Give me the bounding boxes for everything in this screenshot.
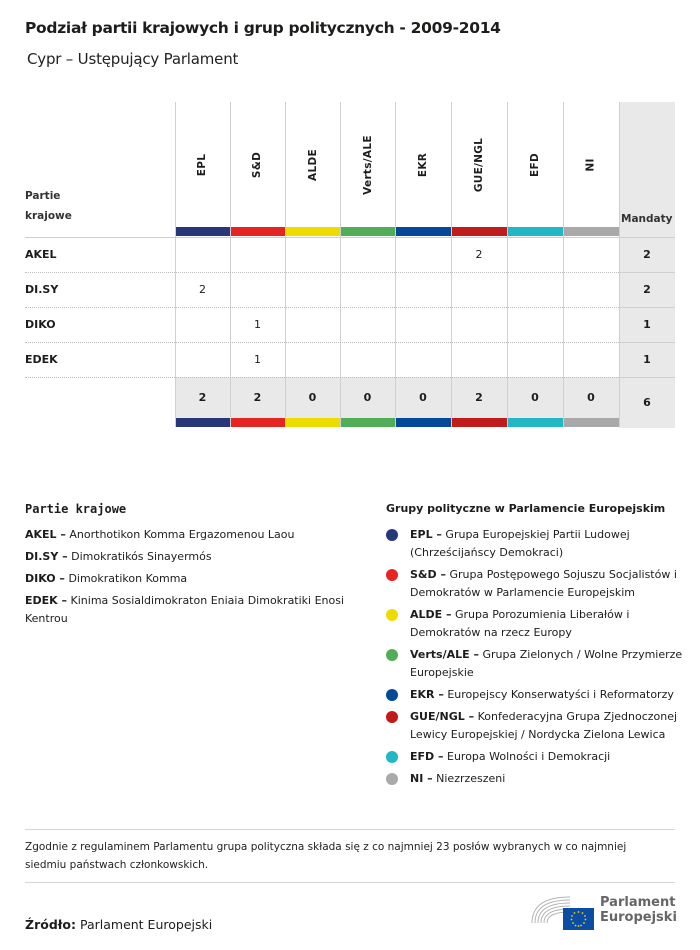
column-header-7 xyxy=(563,110,619,220)
european-parliament-logo xyxy=(530,893,680,933)
column-header-label: GUE/NGL xyxy=(472,137,485,193)
party-abbr: DIKO – xyxy=(25,572,65,585)
column-total: 2 xyxy=(198,391,207,404)
group-color-bar xyxy=(176,227,230,236)
column-header-4 xyxy=(395,110,451,220)
column-total: 0 xyxy=(308,391,317,404)
header-divider xyxy=(25,237,675,238)
row-party-label: AKEL xyxy=(25,248,57,261)
group-color-dot-icon xyxy=(386,529,398,541)
seat-distribution-table xyxy=(0,0,700,440)
national-party-legend-item xyxy=(25,570,345,588)
source-line xyxy=(25,917,212,932)
group-abbr: EPL – xyxy=(410,528,442,541)
source-value: Parlament Europejski xyxy=(79,917,213,932)
column-header-label: NI xyxy=(584,158,597,172)
row-divider xyxy=(25,342,619,343)
grand-total: 6 xyxy=(643,396,651,409)
group-color-bar xyxy=(286,418,340,427)
political-group-legend-item xyxy=(386,566,686,602)
group-color-dot-icon xyxy=(386,751,398,763)
group-color-bar xyxy=(564,227,619,236)
national-party-legend-item xyxy=(25,526,345,544)
column-divider xyxy=(619,102,620,427)
column-header-6 xyxy=(507,110,563,220)
political-groups-legend xyxy=(386,526,686,792)
group-abbr: ALDE – xyxy=(410,608,452,621)
group-color-bar xyxy=(231,418,285,427)
national-parties-heading: Partie krajowe xyxy=(25,502,127,516)
column-header-label: S&D xyxy=(251,151,264,179)
group-abbr: S&D – xyxy=(410,568,446,581)
page-title: Podział partii krajowych i grup politycznych - 2009-2014 xyxy=(25,19,501,37)
table-cell: 2 xyxy=(475,248,483,261)
row-divider xyxy=(25,307,619,308)
political-group-legend-item xyxy=(386,708,686,744)
political-group-legend-item xyxy=(386,770,686,788)
column-total: 0 xyxy=(419,391,427,404)
column-header-label: ALDE xyxy=(306,149,319,181)
logo-text xyxy=(600,895,677,925)
column-total: 0 xyxy=(363,391,372,404)
row-party-label: EDEK xyxy=(25,353,58,366)
party-abbr: AKEL – xyxy=(25,528,66,541)
total-column-background xyxy=(619,102,675,428)
column-total: 0 xyxy=(531,391,539,404)
group-color-bar xyxy=(564,418,619,427)
political-group-legend-item xyxy=(386,686,686,704)
group-color-bar xyxy=(341,227,395,236)
group-name: Grupa Postępowego Sojuszu Socjalistów i Demokratów w Parlamencie Europejskim xyxy=(410,568,677,599)
political-groups-heading: Grupy polityczne w Parlamencie Europejskim xyxy=(386,502,666,515)
group-color-dot-icon xyxy=(386,689,398,701)
national-parties-legend xyxy=(25,526,345,632)
column-header-3 xyxy=(340,110,395,220)
row-total: 2 xyxy=(643,248,651,261)
table-cell: 1 xyxy=(254,318,261,331)
group-name: Konfederacyjna Grupa Zjednoczonej Lewicy Europejskiej / Nordycka Zielona Lewica xyxy=(410,710,678,741)
group-name: Grupa Europejskiej Partii Ludowej (Chrześcijańscy Demokraci) xyxy=(410,528,630,559)
national-party-legend-item xyxy=(25,548,345,566)
column-header-label: EKR xyxy=(416,152,429,178)
group-color-bar xyxy=(231,227,285,236)
row-divider xyxy=(619,272,675,273)
political-group-legend-item xyxy=(386,606,686,642)
group-abbr: NI – xyxy=(410,772,433,785)
column-total: 2 xyxy=(253,391,262,404)
political-group-legend-item xyxy=(386,748,686,766)
party-name: Dimokratikós Sinayermós xyxy=(71,550,212,563)
party-name: Anorthotikon Komma Ergazomenou Laou xyxy=(69,528,295,541)
column-header-label: EPL xyxy=(196,153,209,177)
group-name: Grupa Porozumienia Liberałów i Demokratów na rzecz Europy xyxy=(410,608,630,639)
table-cell: 1 xyxy=(254,353,261,366)
political-group-legend-item xyxy=(386,526,686,562)
row-party-label: DIKO xyxy=(25,318,56,331)
row-divider xyxy=(25,377,619,378)
column-header-1 xyxy=(230,110,285,220)
group-name: Niezrzeszeni xyxy=(436,772,506,785)
national-party-legend-item xyxy=(25,592,345,628)
political-group-legend-item xyxy=(386,646,686,682)
group-color-bar xyxy=(286,227,340,236)
column-total: 0 xyxy=(587,391,595,404)
column-header-label: Verts/ALE xyxy=(361,135,374,195)
column-total: 2 xyxy=(475,391,483,404)
group-color-bar xyxy=(452,227,507,236)
hemicycle-icon xyxy=(530,893,600,933)
group-color-dot-icon xyxy=(386,649,398,661)
group-color-dot-icon xyxy=(386,609,398,621)
row-divider xyxy=(25,272,619,273)
group-color-dot-icon xyxy=(386,711,398,723)
group-color-dot-icon xyxy=(386,569,398,581)
row-header-line1: Partie xyxy=(25,190,61,202)
table-cell: 2 xyxy=(199,283,206,296)
party-abbr: EDEK – xyxy=(25,594,68,607)
party-name: Kinima Sosialdimokraton Eniaia Dimokratiki Enosi Kentrou xyxy=(25,594,345,625)
page-subtitle: Cypr – Ustępujący Parlament xyxy=(27,50,239,68)
group-name: Europejscy Konserwatyści i Reformatorzy xyxy=(447,688,674,701)
column-header-label: EFD xyxy=(529,153,541,177)
logo-line2: Europejski xyxy=(600,910,677,925)
group-name: Europa Wolności i Demokracji xyxy=(447,750,611,763)
row-divider xyxy=(619,342,675,343)
column-header-2 xyxy=(285,110,340,220)
group-abbr: EFD – xyxy=(410,750,444,763)
column-header-0 xyxy=(175,110,230,220)
source-label: Źródło: xyxy=(25,917,76,932)
row-header-label xyxy=(25,186,72,226)
divider xyxy=(25,829,675,830)
party-name: Dimokratikon Komma xyxy=(68,572,188,585)
group-abbr: EKR – xyxy=(410,688,444,701)
row-divider xyxy=(619,377,675,378)
row-total: 1 xyxy=(643,353,651,366)
row-total: 1 xyxy=(643,318,651,331)
row-divider xyxy=(619,307,675,308)
group-color-dot-icon xyxy=(386,773,398,785)
group-color-bar xyxy=(508,227,563,236)
group-abbr: Verts/ALE – xyxy=(410,648,479,661)
total-column-header: Mandaty xyxy=(621,213,673,225)
column-header-5 xyxy=(451,110,507,220)
logo-line1: Parlament xyxy=(600,895,676,910)
row-total: 2 xyxy=(643,283,651,296)
group-color-bar xyxy=(396,418,451,427)
row-header-line2: krajowe xyxy=(25,210,72,222)
group-name: Grupa Zielonych / Wolne Przymierze Europejskie xyxy=(410,648,683,679)
group-color-bar xyxy=(452,418,507,427)
group-color-bar xyxy=(341,418,395,427)
group-color-bar xyxy=(508,418,563,427)
group-color-bar xyxy=(176,418,230,427)
party-abbr: DI.SY – xyxy=(25,550,68,563)
footnote: Zgodnie z regulaminem Parlamentu grupa polityczna składa się z co najmniej 23 posłów wybranych w co najmniej siedmiu państwach członkowskich. xyxy=(25,841,627,871)
group-color-bar xyxy=(396,227,451,236)
divider xyxy=(25,882,675,883)
row-party-label: DI.SY xyxy=(25,283,59,296)
group-abbr: GUE/NGL – xyxy=(410,710,475,723)
